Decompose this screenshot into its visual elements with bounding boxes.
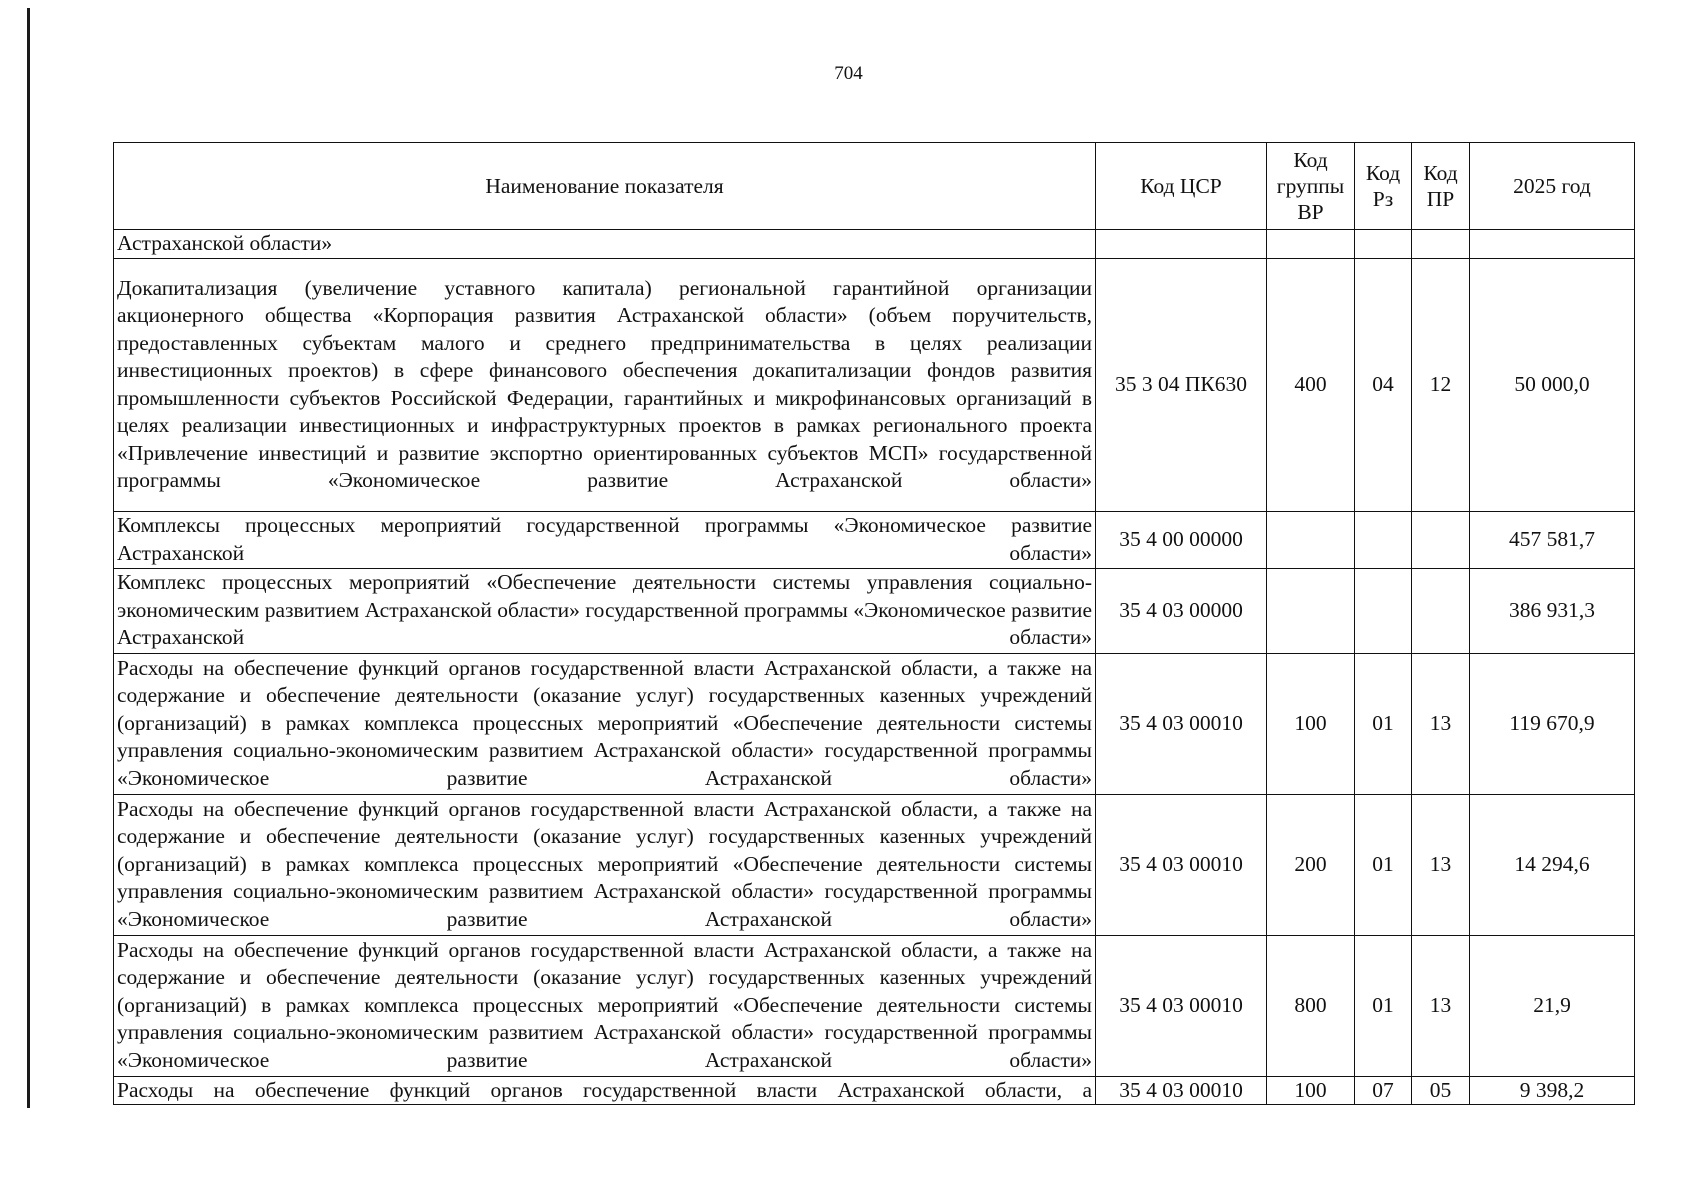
row-vr <box>1267 511 1355 568</box>
row-name: Комплекс процессных мероприятий «Обеспечение деятельности системы управления социально-экономическим развитием Астраханской области» государственной программы «Экономическое развитие Астраханской области» <box>114 568 1096 653</box>
table-row <box>114 935 1635 1076</box>
row-pr: 12 <box>1412 258 1470 511</box>
row-name: Расходы на обеспечение функций органов государственной власти Астраханской области, а <box>114 1076 1096 1105</box>
table-row <box>114 1076 1635 1105</box>
header-rz: Код Рз <box>1355 143 1412 230</box>
header-year: 2025 год <box>1470 143 1635 230</box>
row-pr <box>1412 230 1470 259</box>
row-name: Расходы на обеспечение функций органов государственной власти Астраханской области, а также на содержание и обеспечение деятельности (оказание услуг) государственных казенных учреждений (организаций) в рамках комплекса процессных мероприятий «Обеспечение деятельности системы управления социально-экономическим развитием Астраханской области» государственной программы «Экономическое развитие Астраханской области» <box>114 653 1096 794</box>
row-rz: 01 <box>1355 794 1412 935</box>
header-csr: Код ЦСР <box>1096 143 1267 230</box>
row-amount: 119 670,9 <box>1470 653 1635 794</box>
header-name: Наименование показателя <box>114 143 1096 230</box>
row-pr: 13 <box>1412 794 1470 935</box>
row-amount: 386 931,3 <box>1470 568 1635 653</box>
row-rz: 04 <box>1355 258 1412 511</box>
table-row <box>114 230 1635 259</box>
table-row <box>114 258 1635 511</box>
table-row <box>114 653 1635 794</box>
row-rz <box>1355 511 1412 568</box>
row-rz <box>1355 568 1412 653</box>
row-amount: 14 294,6 <box>1470 794 1635 935</box>
row-csr: 35 4 00 00000 <box>1096 511 1267 568</box>
row-pr <box>1412 568 1470 653</box>
row-pr: 13 <box>1412 653 1470 794</box>
row-amount: 21,9 <box>1470 935 1635 1076</box>
row-name: Комплексы процессных мероприятий государственной программы «Экономическое развитие Астраханской области» <box>114 511 1096 568</box>
row-name: Расходы на обеспечение функций органов государственной власти Астраханской области, а также на содержание и обеспечение деятельности (оказание услуг) государственных казенных учреждений (организаций) в рамках комплекса процессных мероприятий «Обеспечение деятельности системы управления социально-экономическим развитием Астраханской области» государственной программы «Экономическое развитие Астраханской области» <box>114 794 1096 935</box>
row-rz: 01 <box>1355 653 1412 794</box>
row-name: Докапитализация (увеличение уставного капитала) региональной гарантийной организации акционерного общества «Корпорация развития Астраханской области» (объем поручительств, предоставленных субъектам малого и среднего предпринимательства в целях реализации инвестиционных проектов) в сфере финансового обеспечения докапитализации фондов развития промышленности субъектов Российской Федерации, гарантийных и микрофинансовых организаций в целях реализации инвестиционных и инфраструктурных проектов в рамках регионального проекта «Привлечение инвестиций и развитие экспортно ориентированных субъектов МСП» государственной программы «Экономическое развитие Астраханской области» <box>114 258 1096 511</box>
binding-line <box>27 8 30 1108</box>
row-rz <box>1355 230 1412 259</box>
row-pr: 05 <box>1412 1076 1470 1105</box>
row-vr <box>1267 230 1355 259</box>
header-pr: Код ПР <box>1412 143 1470 230</box>
row-pr <box>1412 511 1470 568</box>
row-amount: 50 000,0 <box>1470 258 1635 511</box>
row-vr: 100 <box>1267 1076 1355 1105</box>
table-row <box>114 568 1635 653</box>
row-csr: 35 4 03 00010 <box>1096 935 1267 1076</box>
row-amount: 9 398,2 <box>1470 1076 1635 1105</box>
table-header-row <box>114 143 1635 230</box>
row-amount <box>1470 230 1635 259</box>
row-csr: 35 4 03 00010 <box>1096 1076 1267 1105</box>
budget-table <box>113 142 1635 1105</box>
row-name: Астраханской области» <box>114 230 1096 259</box>
row-name: Расходы на обеспечение функций органов государственной власти Астраханской области, а также на содержание и обеспечение деятельности (оказание услуг) государственных казенных учреждений (организаций) в рамках комплекса процессных мероприятий «Обеспечение деятельности системы управления социально-экономическим развитием Астраханской области» государственной программы «Экономическое развитие Астраханской области» <box>114 935 1096 1076</box>
row-rz: 07 <box>1355 1076 1412 1105</box>
row-csr: 35 3 04 ПК630 <box>1096 258 1267 511</box>
row-pr: 13 <box>1412 935 1470 1076</box>
table-row <box>114 511 1635 568</box>
row-csr: 35 4 03 00000 <box>1096 568 1267 653</box>
row-vr: 400 <box>1267 258 1355 511</box>
row-vr: 200 <box>1267 794 1355 935</box>
row-vr: 800 <box>1267 935 1355 1076</box>
header-vr: Код группы ВР <box>1267 143 1355 230</box>
page-number: 704 <box>834 63 863 84</box>
row-csr <box>1096 230 1267 259</box>
row-amount: 457 581,7 <box>1470 511 1635 568</box>
row-vr: 100 <box>1267 653 1355 794</box>
row-csr: 35 4 03 00010 <box>1096 653 1267 794</box>
table-row <box>114 794 1635 935</box>
row-rz: 01 <box>1355 935 1412 1076</box>
row-vr <box>1267 568 1355 653</box>
row-csr: 35 4 03 00010 <box>1096 794 1267 935</box>
